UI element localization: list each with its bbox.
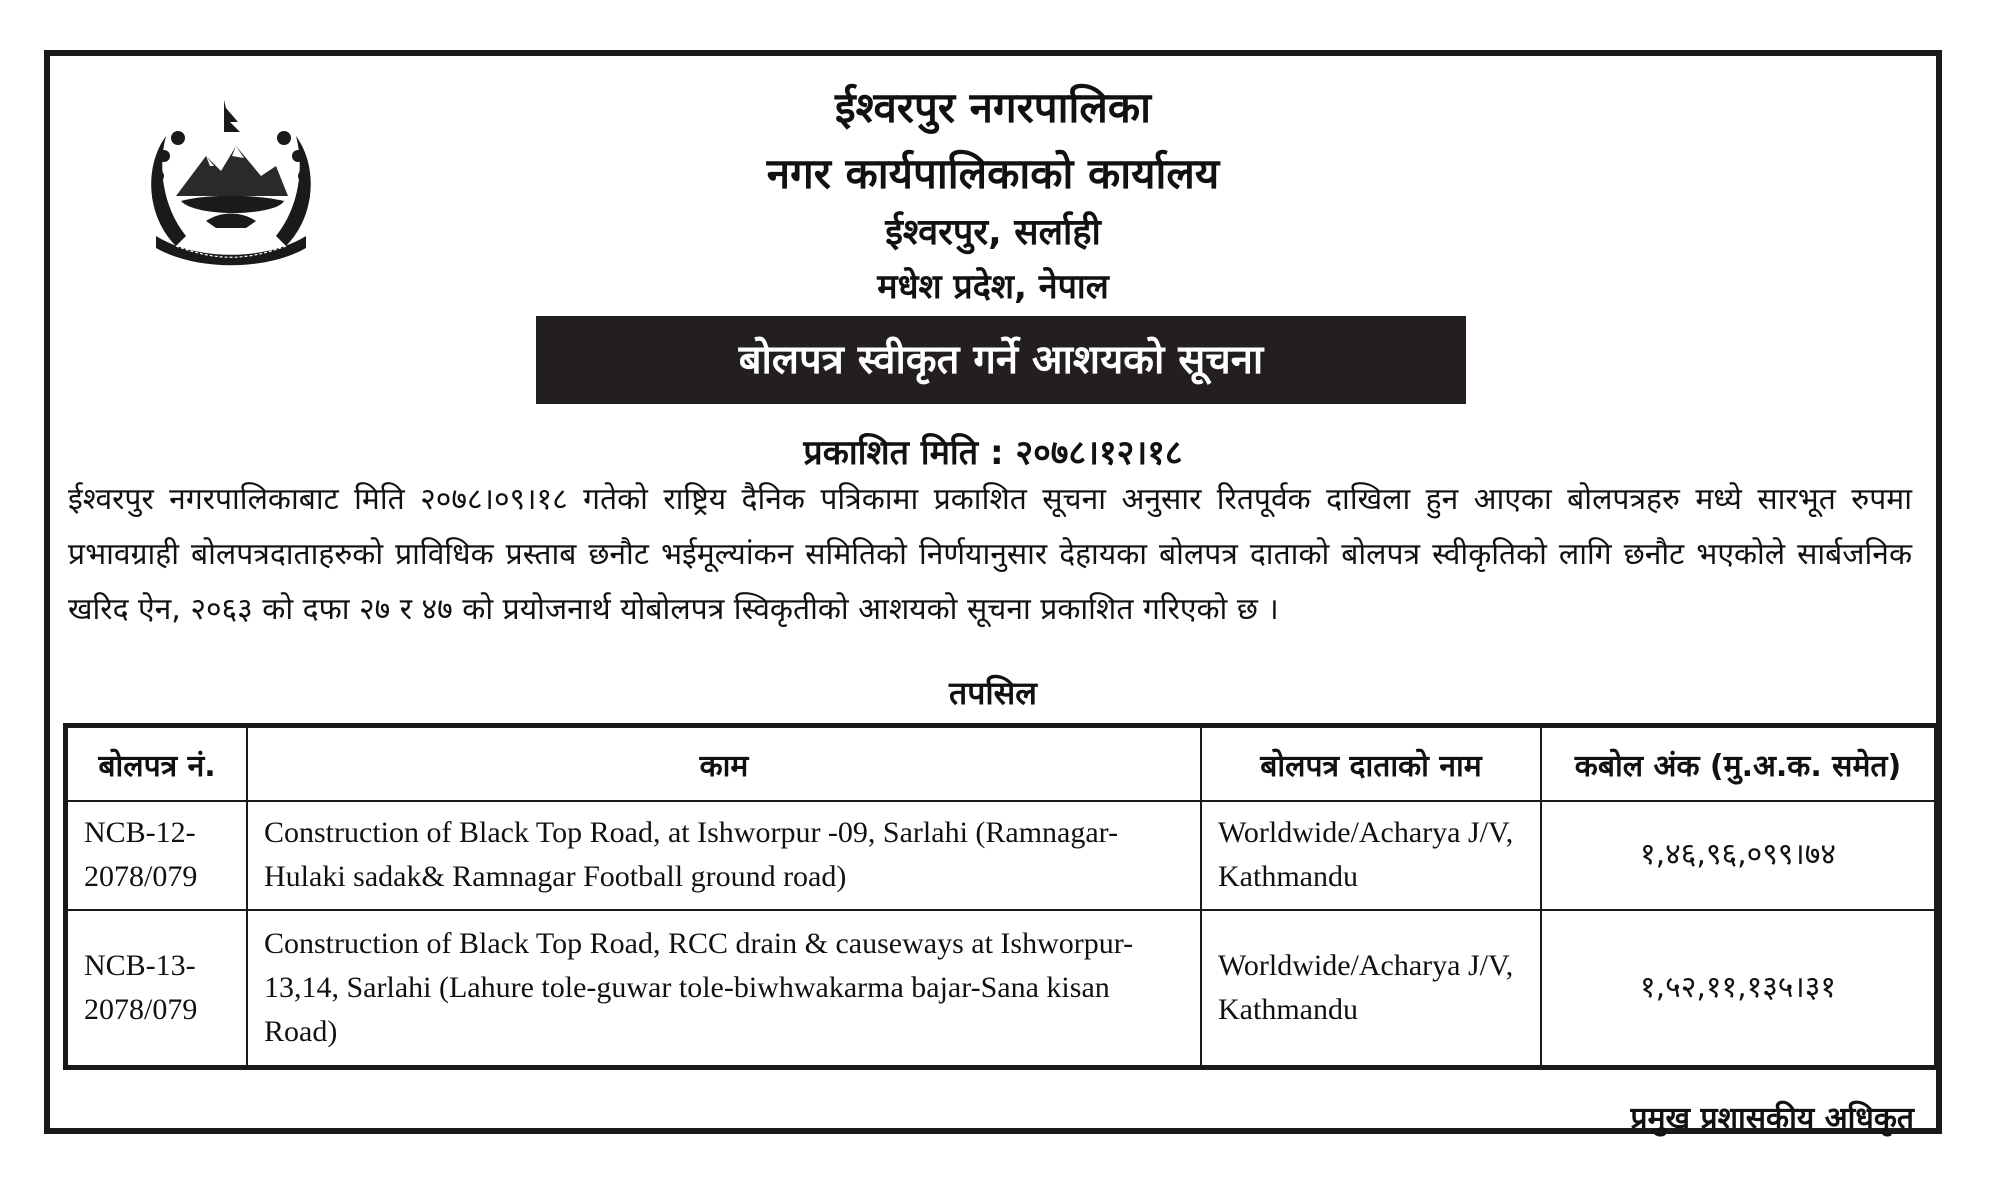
office-name: नगर कार्यपालिकाको कार्यालय	[766, 149, 1220, 198]
work-cell: Construction of Black Top Road, at Ishworpur -09, Sarlahi (Ramnagar-Hulaki sadak& Ramnagar Football ground road)	[247, 801, 1201, 910]
org-name: ईश्वरपुर नगरपालिका	[834, 83, 1151, 132]
col-header-bid-no: बोलपत्र नं.	[67, 727, 247, 801]
province-country: मधेश प्रदेश, नेपाल	[877, 267, 1109, 307]
col-header-bidder: बोलपत्र दाताको नाम	[1201, 727, 1541, 801]
bidder-cell: Worldwide/Acharya J/V, Kathmandu	[1201, 801, 1541, 910]
table-row	[67, 801, 1935, 910]
publish-date: प्रकाशित मिति : २०७८।१२।१८	[803, 433, 1183, 473]
col-header-amount: कबोल अंक (मु.अ.क. समेत)	[1541, 727, 1935, 801]
amount-cell: १,४६,९६,०९९।७४	[1541, 801, 1935, 910]
notice-title-banner: बोलपत्र स्वीकृत गर्ने आशयको सूचना	[536, 316, 1466, 404]
table-row	[67, 910, 1935, 1066]
bid-table	[63, 723, 1939, 1070]
bid-no-cell: NCB-12-2078/079	[67, 801, 247, 910]
notice-body: ईश्वरपुर नगरपालिकाबाट मिति २०७८।०९।१८ गतेको राष्ट्रिय दैनिक पत्रिकामा प्रकाशित सूचना अनुसार रितपूर्वक दाखिला हुन आएका बोलपत्रहरु मध्ये सारभूत रुपमा प्रभावग्राही बोलपत्रदाताहरुको प्राविधिक प्रस्ताब छनौट भईमूल्यांकन समितिको निर्णयानुसार देहायका बोलपत्र दाताको बोलपत्र स्वीकृतिको लागि छनौट भएकोले सार्बजनिक खरिद ऐन, २०६३ को दफा २७ र ४७ को प्रयोजनार्थ योबोलपत्र स्विकृतीको आशयको सूचना प्रकाशित गरिएको छ ।	[68, 482, 1912, 627]
notice-frame	[44, 50, 1942, 1134]
schedule-heading: तपसिल	[948, 674, 1038, 712]
col-header-work: काम	[247, 727, 1201, 801]
amount-cell: १,५२,११,१३५।३१	[1541, 910, 1935, 1066]
office-location: ईश्वरपुर, सर्लाही	[885, 212, 1101, 253]
signatory-title: प्रमुख प्रशासकीय अधिकृत	[1630, 1101, 1914, 1136]
bidder-cell: Worldwide/Acharya J/V, Kathmandu	[1201, 910, 1541, 1066]
work-cell: Construction of Black Top Road, RCC drain & causeways at Ishworpur-13,14, Sarlahi (Lahure tole-guwar tole-biwhwakarma bajar-Sana kisan Road)	[247, 910, 1201, 1066]
bid-no-cell: NCB-13-2078/079	[67, 910, 247, 1066]
table-header-row	[67, 727, 1935, 801]
